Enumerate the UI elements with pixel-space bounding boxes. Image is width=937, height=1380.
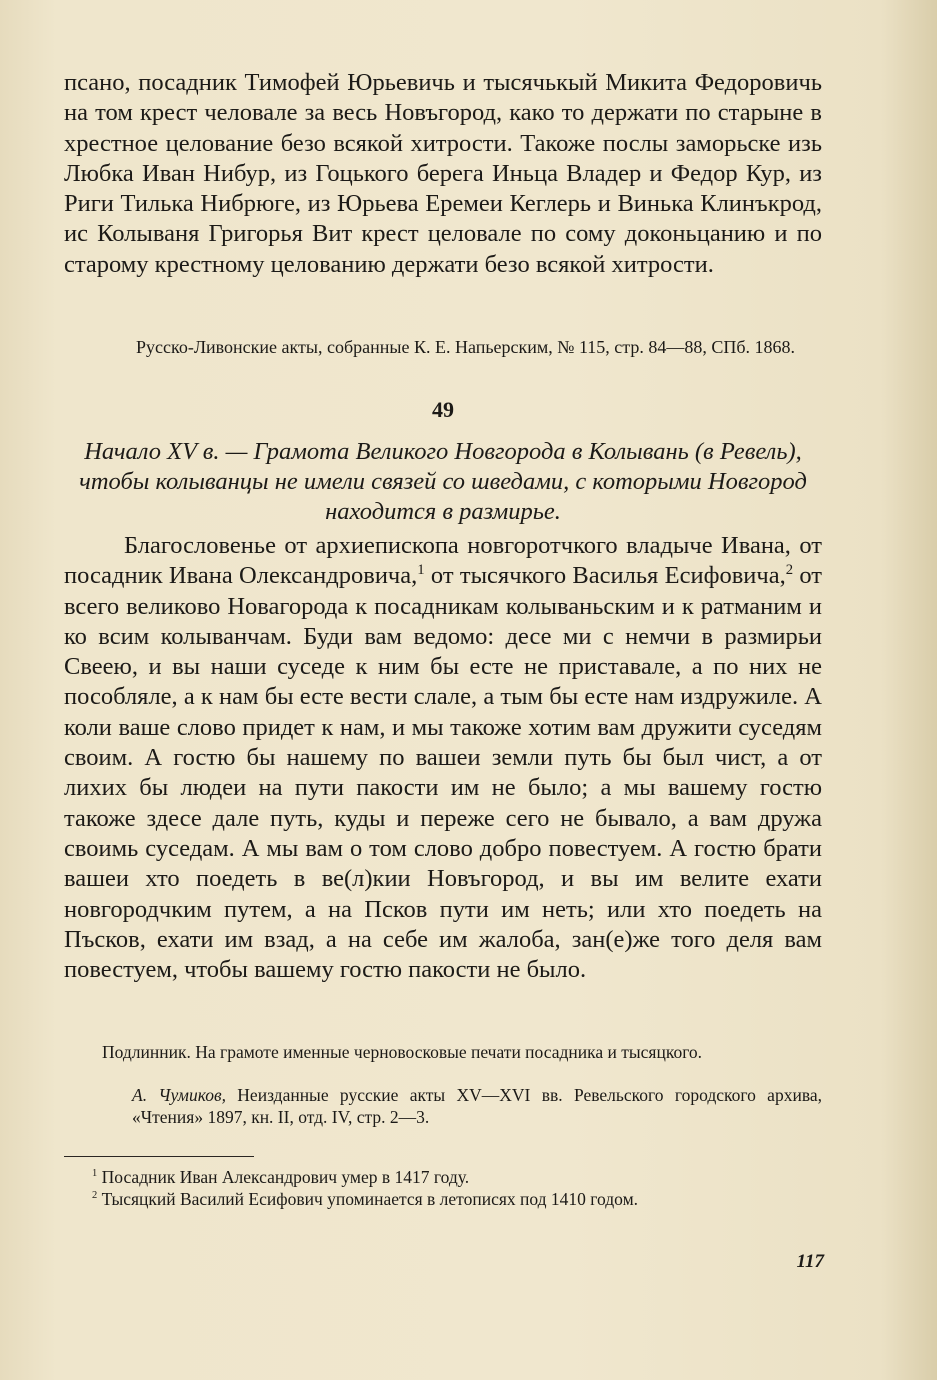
document-body [64,531,822,985]
source-author: А. Чумиков, [132,1085,226,1105]
footnote-2 [64,1188,822,1210]
footnote-text-1: Посадник Иван Александрович умер в 1417 году. [97,1167,470,1187]
source-details: Неизданные русские акты XV—XVI вв. Ревельского городского архива, «Чтения» 1897, кн. II, отд. IV, стр. 2—3. [132,1085,822,1127]
body-part-3: от всего великово Новагорода к посадникам колываньским и к ратманим и ко всим колыванчам. Буди вам ведомо: десе ми с немчи в размирьи Свеею, и вы наши суседе к ним бы есте не приставале, а по них не пособляле, а к нам бы есте вести слале, а тым бы есте нам издружиле. А коли ваше слово придет к нам, и мы такоже хотим вам дружити суседям своим. А гостю бы нашему по вашеи земли путь бы был чист, а от лихих бы людеи на пути пакости им не было; а мы вашему гостю такоже здесе дале путь, куды и переже сего не бывало, а вам дружа своимь суседам. А мы вам о том слово добро повестуем. А гостю брати вашеи хто поедеть в ве(л)кии Новъгород, и вы им велите ехати новгородчким путем, а на Псков пути им неть; или хто поедеть на Пъсков, ехати им взад, а на себе им жалоба, зан(е)же того деля вам повестуем, чтобы вашему гостю пакости не было. [64,562,822,984]
footnote-1 [64,1166,822,1188]
footnote-mark-1: 1 [92,1168,98,1180]
body-part-2: от тысячкого Василья Есифовича, [424,562,786,590]
footnote-rule [64,1156,254,1157]
footnote-text-2: Тысяцкий Василий Есифович упоминается в летописях под 1410 годом. [97,1189,639,1209]
page-number: 117 [796,1251,824,1272]
footnote-mark-2: 2 [92,1190,98,1202]
source-citation-top: Русско-Ливонские акты, собранные К. Е. Напьерским, № 115, стр. 84—88, СПб. 1868. [136,337,796,357]
footnote-ref-1: 1 [417,562,425,579]
body-part-1: Благословенье от архиепископа новгоротчкого владыче Ивана, от посадник Ивана Олександровича, [64,532,822,590]
original-note: Подлинник. На грамоте именные черновосковые печати посадника и тысяцкого. [102,1042,703,1062]
document-number: 49 [432,397,454,422]
footnote-ref-2: 2 [785,562,794,579]
document-heading: Начало XV в. — Грамота Великого Новгорода в Колывань (в Ревель), чтобы колыванцы не имели связей со шведами, с которыми Новгород находится в размирье. [79,438,807,525]
source-citation-bottom [64,1084,822,1128]
continued-paragraph: псано, посадник Тимофей Юрьевичь и тысячькый Микита Федоровичь на том крест человале за весь Новъгород, како то держати по старыне в хрестное целование безо всякой хитрости. Такоже послы заморьске изь Любка Иван Нибур, из Гоцького берега Иньца Владер и Федор Кур, из Риги Тилька Нибрюге, из Юрьева Еремеи Кеглерь и Винька Клинъкрод, ис Колываня Григорья Вит крест целовале по сому доконьцанию и по старому крестному целованию держати безо всякой хитрости. [64,69,822,278]
